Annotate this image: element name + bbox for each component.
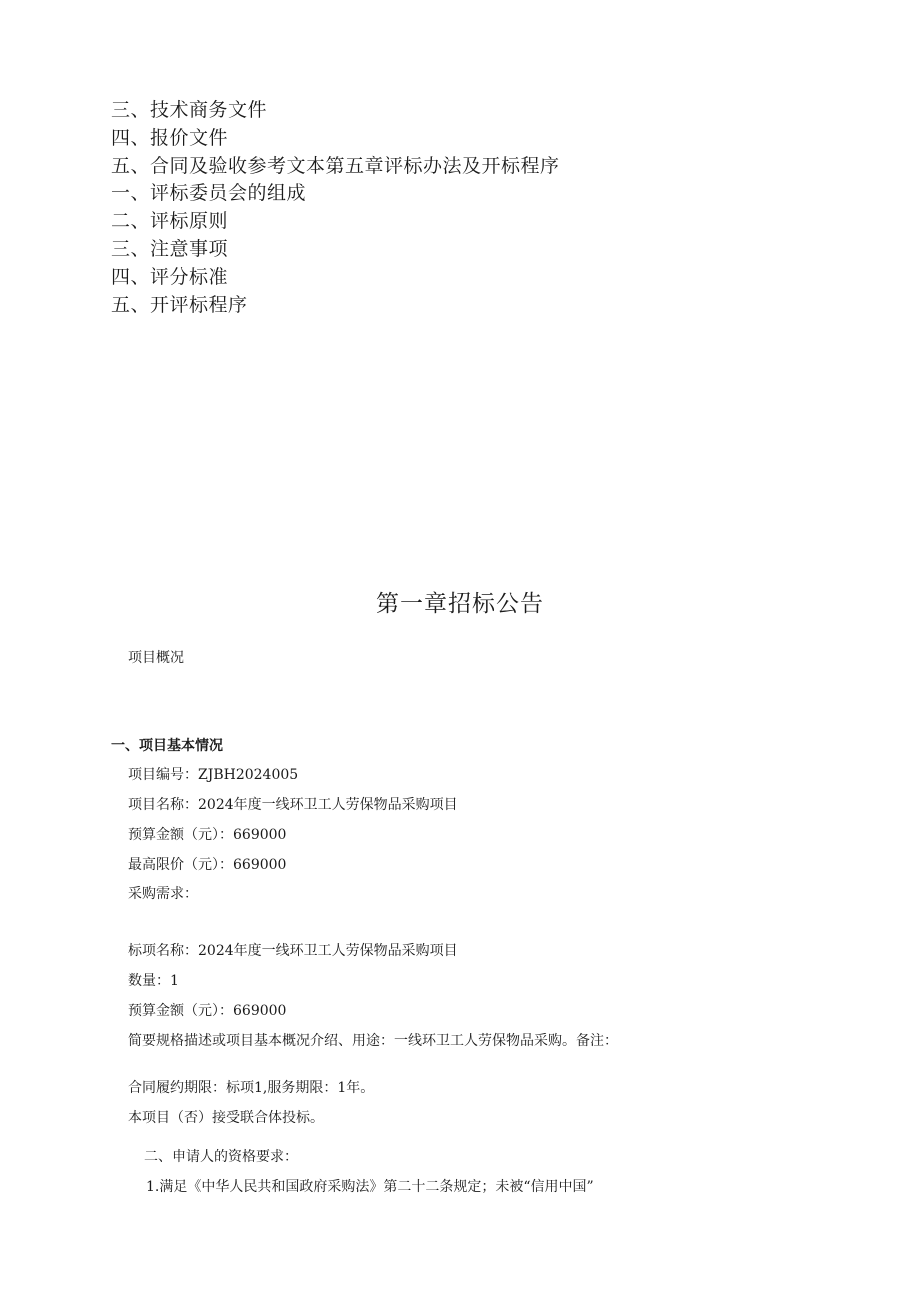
demand-label: 采购需求： (128, 886, 198, 902)
toc-item: 二、评标原则 (111, 210, 229, 233)
toc-item: 五、合同及验收参考文本第五章评标办法及开标程序 (111, 154, 560, 177)
requirement-item: 1.满足《中华人民共和国政府采购法》第二十二条规定；未被“信用中国” (146, 1179, 594, 1195)
section-title: 一、项目基本情况 (111, 738, 223, 754)
toc-item: 一、评标委员会的组成 (111, 182, 307, 205)
toc-item: 四、报价文件 (111, 126, 229, 149)
project-number: 项目编号：ZJBH2024005 (128, 767, 299, 783)
consortium-note: 本项目（否）接受联合体投标。 (128, 1110, 324, 1126)
budget-amount: 预算金额（元）：669000 (128, 827, 287, 843)
toc-item: 三、技术商务文件 (111, 99, 268, 121)
toc-item: 五、开评标程序 (111, 293, 248, 316)
contract-period: 合同履约期限：标项1,服务期限：1年。 (128, 1080, 375, 1096)
section-title: 二、申请人的资格要求： (144, 1149, 298, 1165)
quantity: 数量：1 (128, 973, 179, 989)
max-price: 最高限价（元）：669000 (128, 857, 287, 873)
chapter-title: 第一章招标公告 (376, 591, 544, 617)
table-of-contents (111, 97, 560, 319)
toc-item: 四、评分标准 (111, 265, 229, 288)
lot-budget: 预算金额（元）：669000 (128, 1003, 287, 1019)
overview-label: 项目概况 (128, 650, 184, 666)
toc-item: 三、注意事项 (111, 237, 229, 260)
description: 简要规格描述或项目基本概况介绍、用途：一线环卫工人劳保物品采购。备注： (128, 1033, 618, 1049)
lot-name: 标项名称：2024年度一线环卫工人劳保物品采购项目 (128, 943, 458, 959)
project-name: 项目名称：2024年度一线环卫工人劳保物品采购项目 (128, 797, 458, 813)
